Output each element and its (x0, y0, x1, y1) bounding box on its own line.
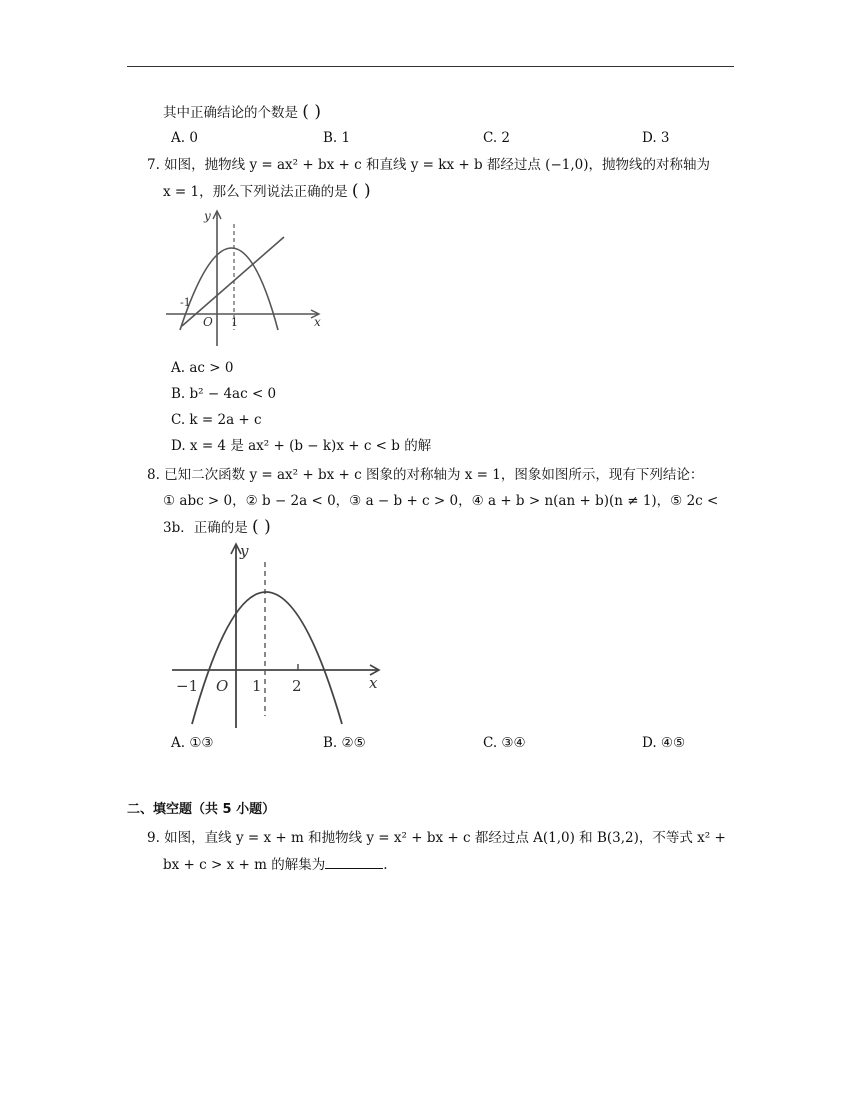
q9-answer-blank (325, 855, 383, 869)
q7-option-b: B. b² − 4ac < 0 (171, 386, 277, 402)
q8-figure (168, 540, 388, 730)
q7-stem-line1: 7. 如图，抛物线 y = ax² + bx + c 和直线 y = kx + b 都经过点 (−1,0)，抛物线的对称轴为 (147, 157, 710, 173)
q7-neg-one-label: -1 (180, 296, 191, 309)
q8-neg-one-label: −1 (176, 677, 199, 695)
q7-parabola (180, 248, 278, 330)
q6-option-b: B. 1 (323, 130, 351, 146)
q6-option-d: D. 3 (642, 130, 670, 146)
q8-option-d: D. ④⑤ (642, 735, 686, 751)
q7-y-label: y (204, 209, 211, 223)
header-rule (127, 66, 734, 67)
q8-one-label: 1 (252, 677, 262, 695)
q8-stem-line1: 8. 已知二次函数 y = ax² + bx + c 图象的对称轴为 x = 1，图象如图所示，现有下列结论： (147, 467, 704, 483)
q9-stem-line1: 9. 如图，直线 y = x + m 和抛物线 y = x² + bx + c 都经过点 A(1,0) 和 B(3,2)，不等式 x² + (147, 830, 726, 846)
q6-stem: 其中正确结论的个数是 ( ) (163, 102, 321, 122)
q6-option-c: C. 2 (483, 130, 511, 146)
q6-option-a: A. 0 (171, 130, 198, 146)
q7-option-a: A. ac > 0 (171, 360, 234, 376)
q7-x-label: x (314, 315, 321, 329)
q9-stem-line2: bx + c > x + m 的解集为 . (163, 857, 388, 873)
q8-origin-label: O (216, 677, 229, 695)
q7-stem-line2: x = 1，那么下列说法正确的是 ( ) (163, 181, 371, 201)
q7-one-label: 1 (231, 316, 238, 329)
q8-parabola (192, 592, 342, 724)
q7-answer-paren: ( ) (351, 181, 371, 201)
q8-option-c: C. ③④ (483, 735, 526, 751)
q8-option-b: B. ②⑤ (323, 735, 366, 751)
q8-two-label: 2 (292, 677, 302, 695)
q8-x-label: x (369, 674, 378, 692)
q8-option-a: A. ①③ (171, 735, 214, 751)
q8-stem-line2: ① abc > 0，② b − 2a < 0，③ a − b + c > 0，④ a + b > n(an + b)(n ≠ 1)，⑤ 2c < (163, 493, 719, 509)
q7-straight-line (182, 237, 284, 326)
q7-figure (160, 206, 330, 348)
q8-answer-paren: ( ) (252, 517, 271, 537)
q7-option-d: D. x = 4 是 ax² + (b − k)x + c < b 的解 (171, 438, 432, 454)
q8-stem-line3: 3b．正确的是 ( ) (163, 517, 271, 537)
section-two-title: 二、填空题（共 5 小题） (127, 802, 276, 817)
q7-option-c: C. k = 2a + c (171, 412, 262, 428)
q8-y-label: y (240, 542, 249, 560)
q7-origin-label: O (203, 315, 213, 329)
q6-answer-paren: ( ) (302, 102, 321, 122)
